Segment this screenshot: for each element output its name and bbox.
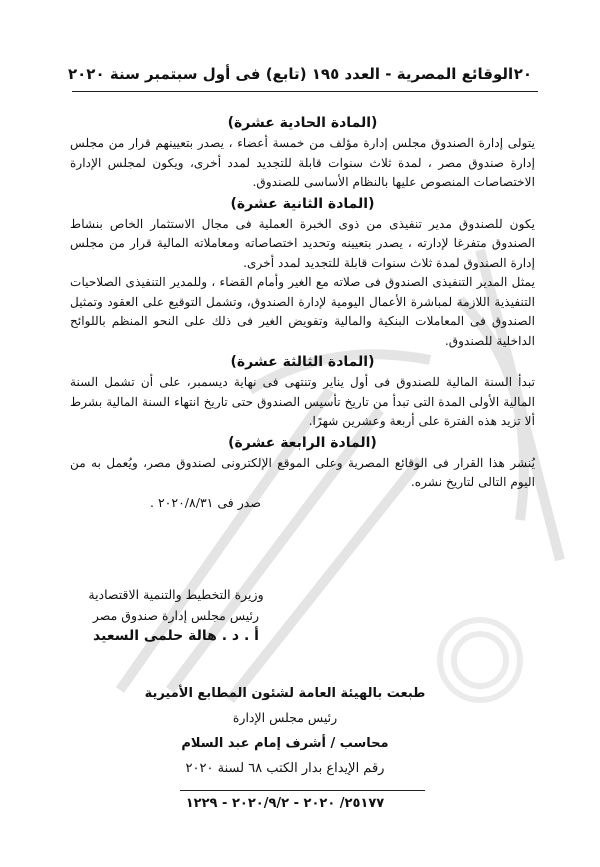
print-codes: ٢٥١٧٧/ ٢٠٢٠ - ٢٠٢٠/٩/٢ - ١٢٢٩ [185, 796, 385, 811]
imprint-divider [180, 790, 425, 791]
page-number: ٢٠ [513, 65, 532, 83]
article-14-title: (المادة الرابعة عشرة) [228, 434, 377, 451]
imprint-title: طبعت بالهيئة العامة لشئون المطابع الأميرية [144, 686, 426, 701]
article-13-paragraph: تبدأ السنة المالية للصندوق فى أول يناير وتنتهى فى نهاية ديسمبر، على أن تشمل السنة المالية الأولى المدة التى تبدأ من تاريخ تأسيس الصندوق حتى تاريخ انتهاء السنة المالية بشرط ألا تزيد هذه الفترة على أربعة وعشرين شهرًا. [70, 375, 535, 428]
decree-body [70, 112, 535, 513]
article-13-title: (المادة الثالثة عشرة) [230, 354, 375, 370]
imprint-chair-name: محاسب / أشرف إمام عبد السلام [181, 736, 389, 751]
article-12-paragraph-2: يمثل المدير التنفيذى الصندوق فى صلاته مع الغير وأمام القضاء ، وللمدير التنفيذى الصلاحيات التنفيذية اللازمة لمباشرة الأعمال اليومية لإدارة الصندوق، وتشمل التوقيع على العقود وتمثيل الصندوق فى المعاملات البنكية والمالية وتفويض الغير فى ذلك على النحو المنظم باللوائح الداخلية للصندوق. [70, 275, 535, 348]
article-14-paragraph: يُنشر هذا القرار فى الوقائع المصرية وعلى الموقع الإلكترونى لصندوق مصر، ويُعمل به من اليوم التالى لتاريخ نشره. [70, 455, 535, 489]
running-header [68, 62, 532, 86]
deposit-number: رقم الإيداع بدار الكتب ٦٨ لسنة ٢٠٢٠ [185, 761, 385, 776]
signature-block [62, 584, 290, 647]
printer-imprint [120, 682, 450, 780]
signatory-title-2: رئيس مجلس إدارة صندوق مصر [92, 608, 260, 623]
header-divider [72, 91, 538, 92]
imprint-chair-title: رئيس مجلس الإدارة [232, 710, 338, 725]
article-12-title: (المادة الثانية عشرة) [230, 195, 375, 212]
running-title: الوقائع المصرية - العدد ١٩٥ (تابع) فى أول سبتمبر سنة ٢٠٢٠ [68, 65, 514, 83]
issue-date: صدر فى ٢٠٢٠/٨/٣١ . [150, 494, 261, 510]
article-11-paragraph: يتولى إدارة الصندوق مجلس إدارة مؤلف من خمسة أعضاء ، يصدر بتعيينهم قرار من مجلس إدارة صندوق مصر ، لمدة ثلاث سنوات قابلة للتجديد لمدد أخرى، ويكون لمجلس الإدارة الاختصاصات المنصوص عليها بالنظام الأساسى للصندوق. [70, 136, 535, 189]
signatory-name: أ . د . هالة حلمى السعيد [93, 628, 259, 644]
signatory-title-1: وزيرة التخطيط والتنمية الاقتصادية [88, 587, 264, 602]
article-12-paragraph-1: يكون للصندوق مدير تنفيذى من ذوى الخبرة العملية فى مجال الاستثمار الخاص بنشاط الصندوق متفرغا لإدارته ، يصدر بتعيينه وتحديد اختصاصاته ومعاملاته المالية قرار من مجلس إدارة الصندوق لمدة ثلاث سنوات قابلة للتجديد لمدد أخرى. [70, 216, 535, 270]
article-11-title: (المادة الحادية عشرة) [227, 115, 378, 131]
